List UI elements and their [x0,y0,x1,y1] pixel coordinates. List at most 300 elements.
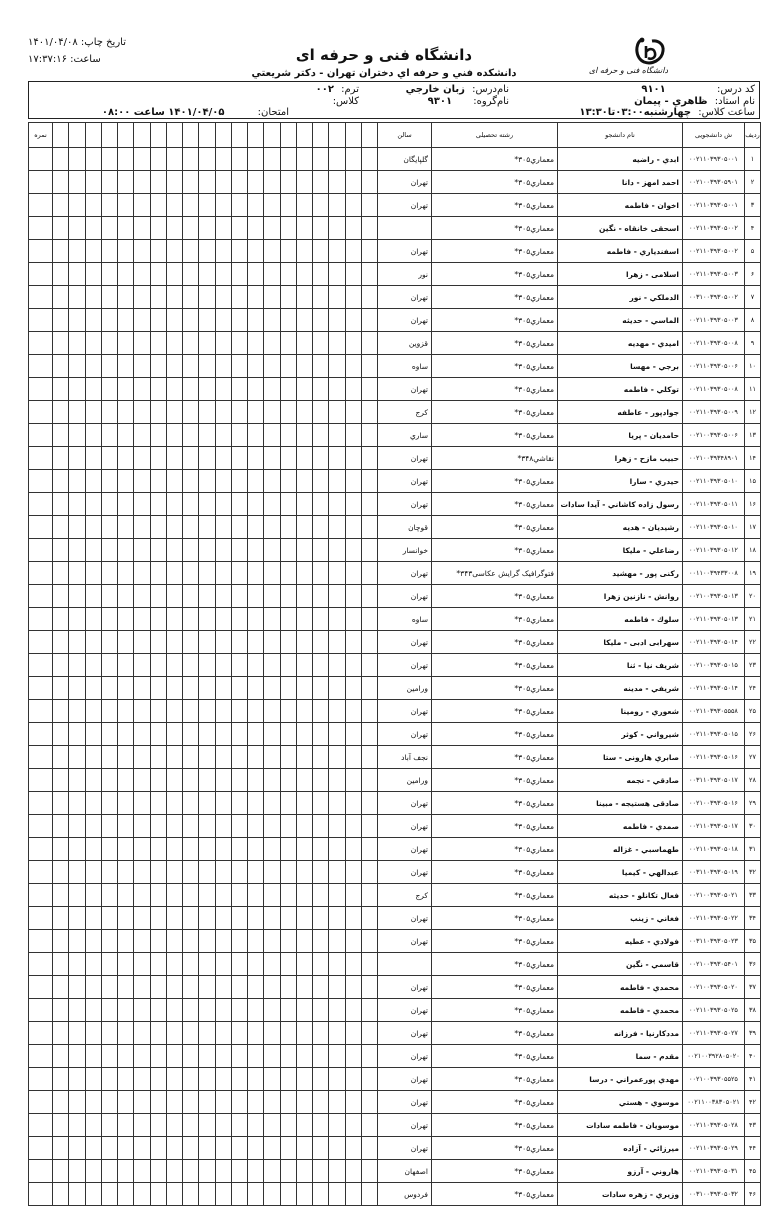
grade-cell[interactable] [29,654,53,677]
attendance-cell[interactable] [215,792,231,815]
attendance-cell[interactable] [134,171,150,194]
attendance-cell[interactable] [264,608,280,631]
attendance-cell[interactable] [118,1068,134,1091]
grade-cell[interactable] [29,861,53,884]
attendance-cell[interactable] [199,677,215,700]
attendance-cell[interactable] [329,815,345,838]
attendance-cell[interactable] [231,1091,247,1114]
attendance-cell[interactable] [69,838,85,861]
attendance-cell[interactable] [101,493,117,516]
attendance-cell[interactable] [329,861,345,884]
attendance-cell[interactable] [231,171,247,194]
attendance-cell[interactable] [69,378,85,401]
attendance-cell[interactable] [329,263,345,286]
attendance-cell[interactable] [53,1114,69,1137]
attendance-cell[interactable] [296,654,312,677]
attendance-cell[interactable] [101,700,117,723]
attendance-cell[interactable] [280,539,296,562]
attendance-cell[interactable] [329,332,345,355]
attendance-cell[interactable] [345,194,361,217]
attendance-cell[interactable] [118,723,134,746]
grade-cell[interactable] [29,171,53,194]
attendance-cell[interactable] [101,861,117,884]
attendance-cell[interactable] [118,815,134,838]
attendance-cell[interactable] [69,976,85,999]
attendance-cell[interactable] [118,999,134,1022]
grade-cell[interactable] [29,562,53,585]
grade-cell[interactable] [29,884,53,907]
attendance-cell[interactable] [85,562,101,585]
attendance-cell[interactable] [134,263,150,286]
attendance-cell[interactable] [345,884,361,907]
grade-cell[interactable] [29,700,53,723]
attendance-cell[interactable] [313,1137,329,1160]
attendance-cell[interactable] [248,631,264,654]
attendance-cell[interactable] [134,1045,150,1068]
attendance-cell[interactable] [264,1137,280,1160]
attendance-cell[interactable] [296,1068,312,1091]
attendance-cell[interactable] [296,585,312,608]
attendance-cell[interactable] [150,194,166,217]
attendance-cell[interactable] [313,723,329,746]
attendance-cell[interactable] [248,1068,264,1091]
attendance-cell[interactable] [150,861,166,884]
attendance-cell[interactable] [53,171,69,194]
attendance-cell[interactable] [248,355,264,378]
attendance-cell[interactable] [329,447,345,470]
attendance-cell[interactable] [118,378,134,401]
attendance-cell[interactable] [183,148,199,171]
attendance-cell[interactable] [248,263,264,286]
attendance-cell[interactable] [134,217,150,240]
attendance-cell[interactable] [150,286,166,309]
attendance-cell[interactable] [183,953,199,976]
attendance-cell[interactable] [69,1068,85,1091]
attendance-cell[interactable] [150,1045,166,1068]
attendance-cell[interactable] [264,401,280,424]
attendance-cell[interactable] [248,884,264,907]
attendance-cell[interactable] [101,194,117,217]
attendance-cell[interactable] [313,838,329,861]
attendance-cell[interactable] [264,1114,280,1137]
attendance-cell[interactable] [85,401,101,424]
attendance-cell[interactable] [248,1091,264,1114]
attendance-cell[interactable] [264,769,280,792]
attendance-cell[interactable] [150,1022,166,1045]
attendance-cell[interactable] [85,930,101,953]
attendance-cell[interactable] [199,769,215,792]
attendance-cell[interactable] [101,953,117,976]
attendance-cell[interactable] [134,608,150,631]
attendance-cell[interactable] [264,746,280,769]
attendance-cell[interactable] [53,654,69,677]
attendance-cell[interactable] [313,447,329,470]
grade-cell[interactable] [29,1183,53,1206]
attendance-cell[interactable] [101,309,117,332]
attendance-cell[interactable] [150,746,166,769]
attendance-cell[interactable] [183,378,199,401]
attendance-cell[interactable] [231,355,247,378]
attendance-cell[interactable] [101,631,117,654]
attendance-cell[interactable] [313,769,329,792]
attendance-cell[interactable] [231,1114,247,1137]
attendance-cell[interactable] [134,424,150,447]
attendance-cell[interactable] [118,424,134,447]
attendance-cell[interactable] [150,815,166,838]
attendance-cell[interactable] [199,1137,215,1160]
attendance-cell[interactable] [134,999,150,1022]
attendance-cell[interactable] [166,861,182,884]
attendance-cell[interactable] [183,1183,199,1206]
attendance-cell[interactable] [313,309,329,332]
attendance-cell[interactable] [313,286,329,309]
attendance-cell[interactable] [69,907,85,930]
attendance-cell[interactable] [166,332,182,355]
attendance-cell[interactable] [248,309,264,332]
attendance-cell[interactable] [85,769,101,792]
attendance-cell[interactable] [280,815,296,838]
attendance-cell[interactable] [215,194,231,217]
attendance-cell[interactable] [313,1160,329,1183]
attendance-cell[interactable] [361,953,377,976]
attendance-cell[interactable] [329,1022,345,1045]
attendance-cell[interactable] [85,217,101,240]
attendance-cell[interactable] [199,240,215,263]
attendance-cell[interactable] [69,217,85,240]
attendance-cell[interactable] [248,700,264,723]
attendance-cell[interactable] [85,654,101,677]
attendance-cell[interactable] [296,631,312,654]
attendance-cell[interactable] [101,907,117,930]
attendance-cell[interactable] [183,240,199,263]
attendance-cell[interactable] [231,861,247,884]
attendance-cell[interactable] [183,700,199,723]
attendance-cell[interactable] [215,585,231,608]
attendance-cell[interactable] [150,953,166,976]
attendance-cell[interactable] [69,194,85,217]
attendance-cell[interactable] [296,700,312,723]
attendance-cell[interactable] [150,1091,166,1114]
attendance-cell[interactable] [345,1045,361,1068]
attendance-cell[interactable] [53,286,69,309]
attendance-cell[interactable] [345,815,361,838]
attendance-cell[interactable] [150,378,166,401]
attendance-cell[interactable] [280,930,296,953]
attendance-cell[interactable] [296,1022,312,1045]
attendance-cell[interactable] [264,217,280,240]
attendance-cell[interactable] [166,378,182,401]
attendance-cell[interactable] [69,309,85,332]
attendance-cell[interactable] [118,677,134,700]
attendance-cell[interactable] [69,861,85,884]
attendance-cell[interactable] [118,355,134,378]
attendance-cell[interactable] [53,1022,69,1045]
attendance-cell[interactable] [296,1160,312,1183]
attendance-cell[interactable] [199,516,215,539]
attendance-cell[interactable] [296,493,312,516]
attendance-cell[interactable] [248,1160,264,1183]
attendance-cell[interactable] [248,608,264,631]
attendance-cell[interactable] [329,976,345,999]
attendance-cell[interactable] [183,424,199,447]
attendance-cell[interactable] [150,723,166,746]
attendance-cell[interactable] [150,1137,166,1160]
attendance-cell[interactable] [280,861,296,884]
attendance-cell[interactable] [264,332,280,355]
attendance-cell[interactable] [296,217,312,240]
attendance-cell[interactable] [231,815,247,838]
attendance-cell[interactable] [183,654,199,677]
attendance-cell[interactable] [183,1045,199,1068]
attendance-cell[interactable] [166,746,182,769]
attendance-cell[interactable] [85,1045,101,1068]
attendance-cell[interactable] [215,424,231,447]
attendance-cell[interactable] [101,332,117,355]
attendance-cell[interactable] [53,585,69,608]
attendance-cell[interactable] [150,562,166,585]
attendance-cell[interactable] [150,539,166,562]
attendance-cell[interactable] [118,516,134,539]
attendance-cell[interactable] [85,861,101,884]
attendance-cell[interactable] [69,263,85,286]
attendance-cell[interactable] [345,1160,361,1183]
attendance-cell[interactable] [296,332,312,355]
attendance-cell[interactable] [231,746,247,769]
attendance-cell[interactable] [329,792,345,815]
attendance-cell[interactable] [134,631,150,654]
attendance-cell[interactable] [85,608,101,631]
attendance-cell[interactable] [166,677,182,700]
attendance-cell[interactable] [296,792,312,815]
attendance-cell[interactable] [264,700,280,723]
attendance-cell[interactable] [248,907,264,930]
attendance-cell[interactable] [53,516,69,539]
grade-cell[interactable] [29,194,53,217]
attendance-cell[interactable] [345,539,361,562]
attendance-cell[interactable] [280,1183,296,1206]
attendance-cell[interactable] [85,516,101,539]
attendance-cell[interactable] [313,815,329,838]
attendance-cell[interactable] [361,470,377,493]
attendance-cell[interactable] [85,1160,101,1183]
attendance-cell[interactable] [166,884,182,907]
attendance-cell[interactable] [150,976,166,999]
attendance-cell[interactable] [53,562,69,585]
attendance-cell[interactable] [166,953,182,976]
attendance-cell[interactable] [101,355,117,378]
attendance-cell[interactable] [134,930,150,953]
attendance-cell[interactable] [264,631,280,654]
attendance-cell[interactable] [69,654,85,677]
attendance-cell[interactable] [215,148,231,171]
attendance-cell[interactable] [150,1114,166,1137]
attendance-cell[interactable] [53,677,69,700]
attendance-cell[interactable] [150,355,166,378]
attendance-cell[interactable] [166,723,182,746]
attendance-cell[interactable] [296,907,312,930]
attendance-cell[interactable] [345,1137,361,1160]
attendance-cell[interactable] [53,1045,69,1068]
attendance-cell[interactable] [134,148,150,171]
attendance-cell[interactable] [231,608,247,631]
attendance-cell[interactable] [264,309,280,332]
attendance-cell[interactable] [183,470,199,493]
attendance-cell[interactable] [296,769,312,792]
attendance-cell[interactable] [101,240,117,263]
attendance-cell[interactable] [199,171,215,194]
attendance-cell[interactable] [199,562,215,585]
attendance-cell[interactable] [118,240,134,263]
attendance-cell[interactable] [199,332,215,355]
attendance-cell[interactable] [53,470,69,493]
attendance-cell[interactable] [150,401,166,424]
attendance-cell[interactable] [361,332,377,355]
attendance-cell[interactable] [199,884,215,907]
attendance-cell[interactable] [280,792,296,815]
attendance-cell[interactable] [264,378,280,401]
attendance-cell[interactable] [53,746,69,769]
attendance-cell[interactable] [313,677,329,700]
attendance-cell[interactable] [134,309,150,332]
attendance-cell[interactable] [134,838,150,861]
attendance-cell[interactable] [199,1022,215,1045]
attendance-cell[interactable] [53,355,69,378]
attendance-cell[interactable] [215,332,231,355]
attendance-cell[interactable] [166,585,182,608]
attendance-cell[interactable] [199,447,215,470]
attendance-cell[interactable] [101,1045,117,1068]
attendance-cell[interactable] [361,217,377,240]
grade-cell[interactable] [29,355,53,378]
attendance-cell[interactable] [69,700,85,723]
attendance-cell[interactable] [264,263,280,286]
attendance-cell[interactable] [150,424,166,447]
attendance-cell[interactable] [345,608,361,631]
attendance-cell[interactable] [85,470,101,493]
attendance-cell[interactable] [345,999,361,1022]
attendance-cell[interactable] [345,286,361,309]
attendance-cell[interactable] [183,194,199,217]
attendance-cell[interactable] [329,930,345,953]
attendance-cell[interactable] [313,631,329,654]
attendance-cell[interactable] [296,1045,312,1068]
attendance-cell[interactable] [118,447,134,470]
attendance-cell[interactable] [329,1160,345,1183]
attendance-cell[interactable] [69,424,85,447]
attendance-cell[interactable] [101,470,117,493]
attendance-cell[interactable] [280,585,296,608]
grade-cell[interactable] [29,1091,53,1114]
attendance-cell[interactable] [53,930,69,953]
attendance-cell[interactable] [231,1045,247,1068]
attendance-cell[interactable] [118,493,134,516]
attendance-cell[interactable] [69,1114,85,1137]
attendance-cell[interactable] [280,424,296,447]
grade-cell[interactable] [29,953,53,976]
attendance-cell[interactable] [280,1068,296,1091]
attendance-cell[interactable] [329,746,345,769]
attendance-cell[interactable] [296,194,312,217]
attendance-cell[interactable] [215,1183,231,1206]
attendance-cell[interactable] [248,470,264,493]
grade-cell[interactable] [29,332,53,355]
attendance-cell[interactable] [118,562,134,585]
attendance-cell[interactable] [215,884,231,907]
attendance-cell[interactable] [345,470,361,493]
attendance-cell[interactable] [118,861,134,884]
attendance-cell[interactable] [101,746,117,769]
attendance-cell[interactable] [248,1022,264,1045]
attendance-cell[interactable] [53,194,69,217]
attendance-cell[interactable] [53,861,69,884]
attendance-cell[interactable] [134,562,150,585]
attendance-cell[interactable] [101,447,117,470]
attendance-cell[interactable] [264,1183,280,1206]
attendance-cell[interactable] [231,953,247,976]
attendance-cell[interactable] [183,1022,199,1045]
attendance-cell[interactable] [329,999,345,1022]
attendance-cell[interactable] [329,355,345,378]
attendance-cell[interactable] [296,976,312,999]
attendance-cell[interactable] [118,976,134,999]
attendance-cell[interactable] [361,447,377,470]
attendance-cell[interactable] [280,263,296,286]
attendance-cell[interactable] [69,286,85,309]
attendance-cell[interactable] [118,1045,134,1068]
attendance-cell[interactable] [345,424,361,447]
attendance-cell[interactable] [215,355,231,378]
attendance-cell[interactable] [345,171,361,194]
attendance-cell[interactable] [199,263,215,286]
attendance-cell[interactable] [296,999,312,1022]
attendance-cell[interactable] [183,723,199,746]
attendance-cell[interactable] [134,723,150,746]
attendance-cell[interactable] [329,493,345,516]
attendance-cell[interactable] [183,861,199,884]
attendance-cell[interactable] [313,953,329,976]
attendance-cell[interactable] [345,516,361,539]
attendance-cell[interactable] [361,1068,377,1091]
attendance-cell[interactable] [248,332,264,355]
attendance-cell[interactable] [69,585,85,608]
attendance-cell[interactable] [345,332,361,355]
attendance-cell[interactable] [150,700,166,723]
attendance-cell[interactable] [183,171,199,194]
attendance-cell[interactable] [280,884,296,907]
attendance-cell[interactable] [101,424,117,447]
attendance-cell[interactable] [85,1068,101,1091]
attendance-cell[interactable] [150,263,166,286]
attendance-cell[interactable] [150,999,166,1022]
attendance-cell[interactable] [345,907,361,930]
attendance-cell[interactable] [361,677,377,700]
attendance-cell[interactable] [215,608,231,631]
attendance-cell[interactable] [313,240,329,263]
attendance-cell[interactable] [264,654,280,677]
attendance-cell[interactable] [101,286,117,309]
attendance-cell[interactable] [215,815,231,838]
attendance-cell[interactable] [118,1091,134,1114]
attendance-cell[interactable] [183,999,199,1022]
attendance-cell[interactable] [166,447,182,470]
attendance-cell[interactable] [280,654,296,677]
attendance-cell[interactable] [296,884,312,907]
attendance-cell[interactable] [231,1068,247,1091]
attendance-cell[interactable] [248,539,264,562]
attendance-cell[interactable] [69,999,85,1022]
attendance-cell[interactable] [53,217,69,240]
attendance-cell[interactable] [280,401,296,424]
